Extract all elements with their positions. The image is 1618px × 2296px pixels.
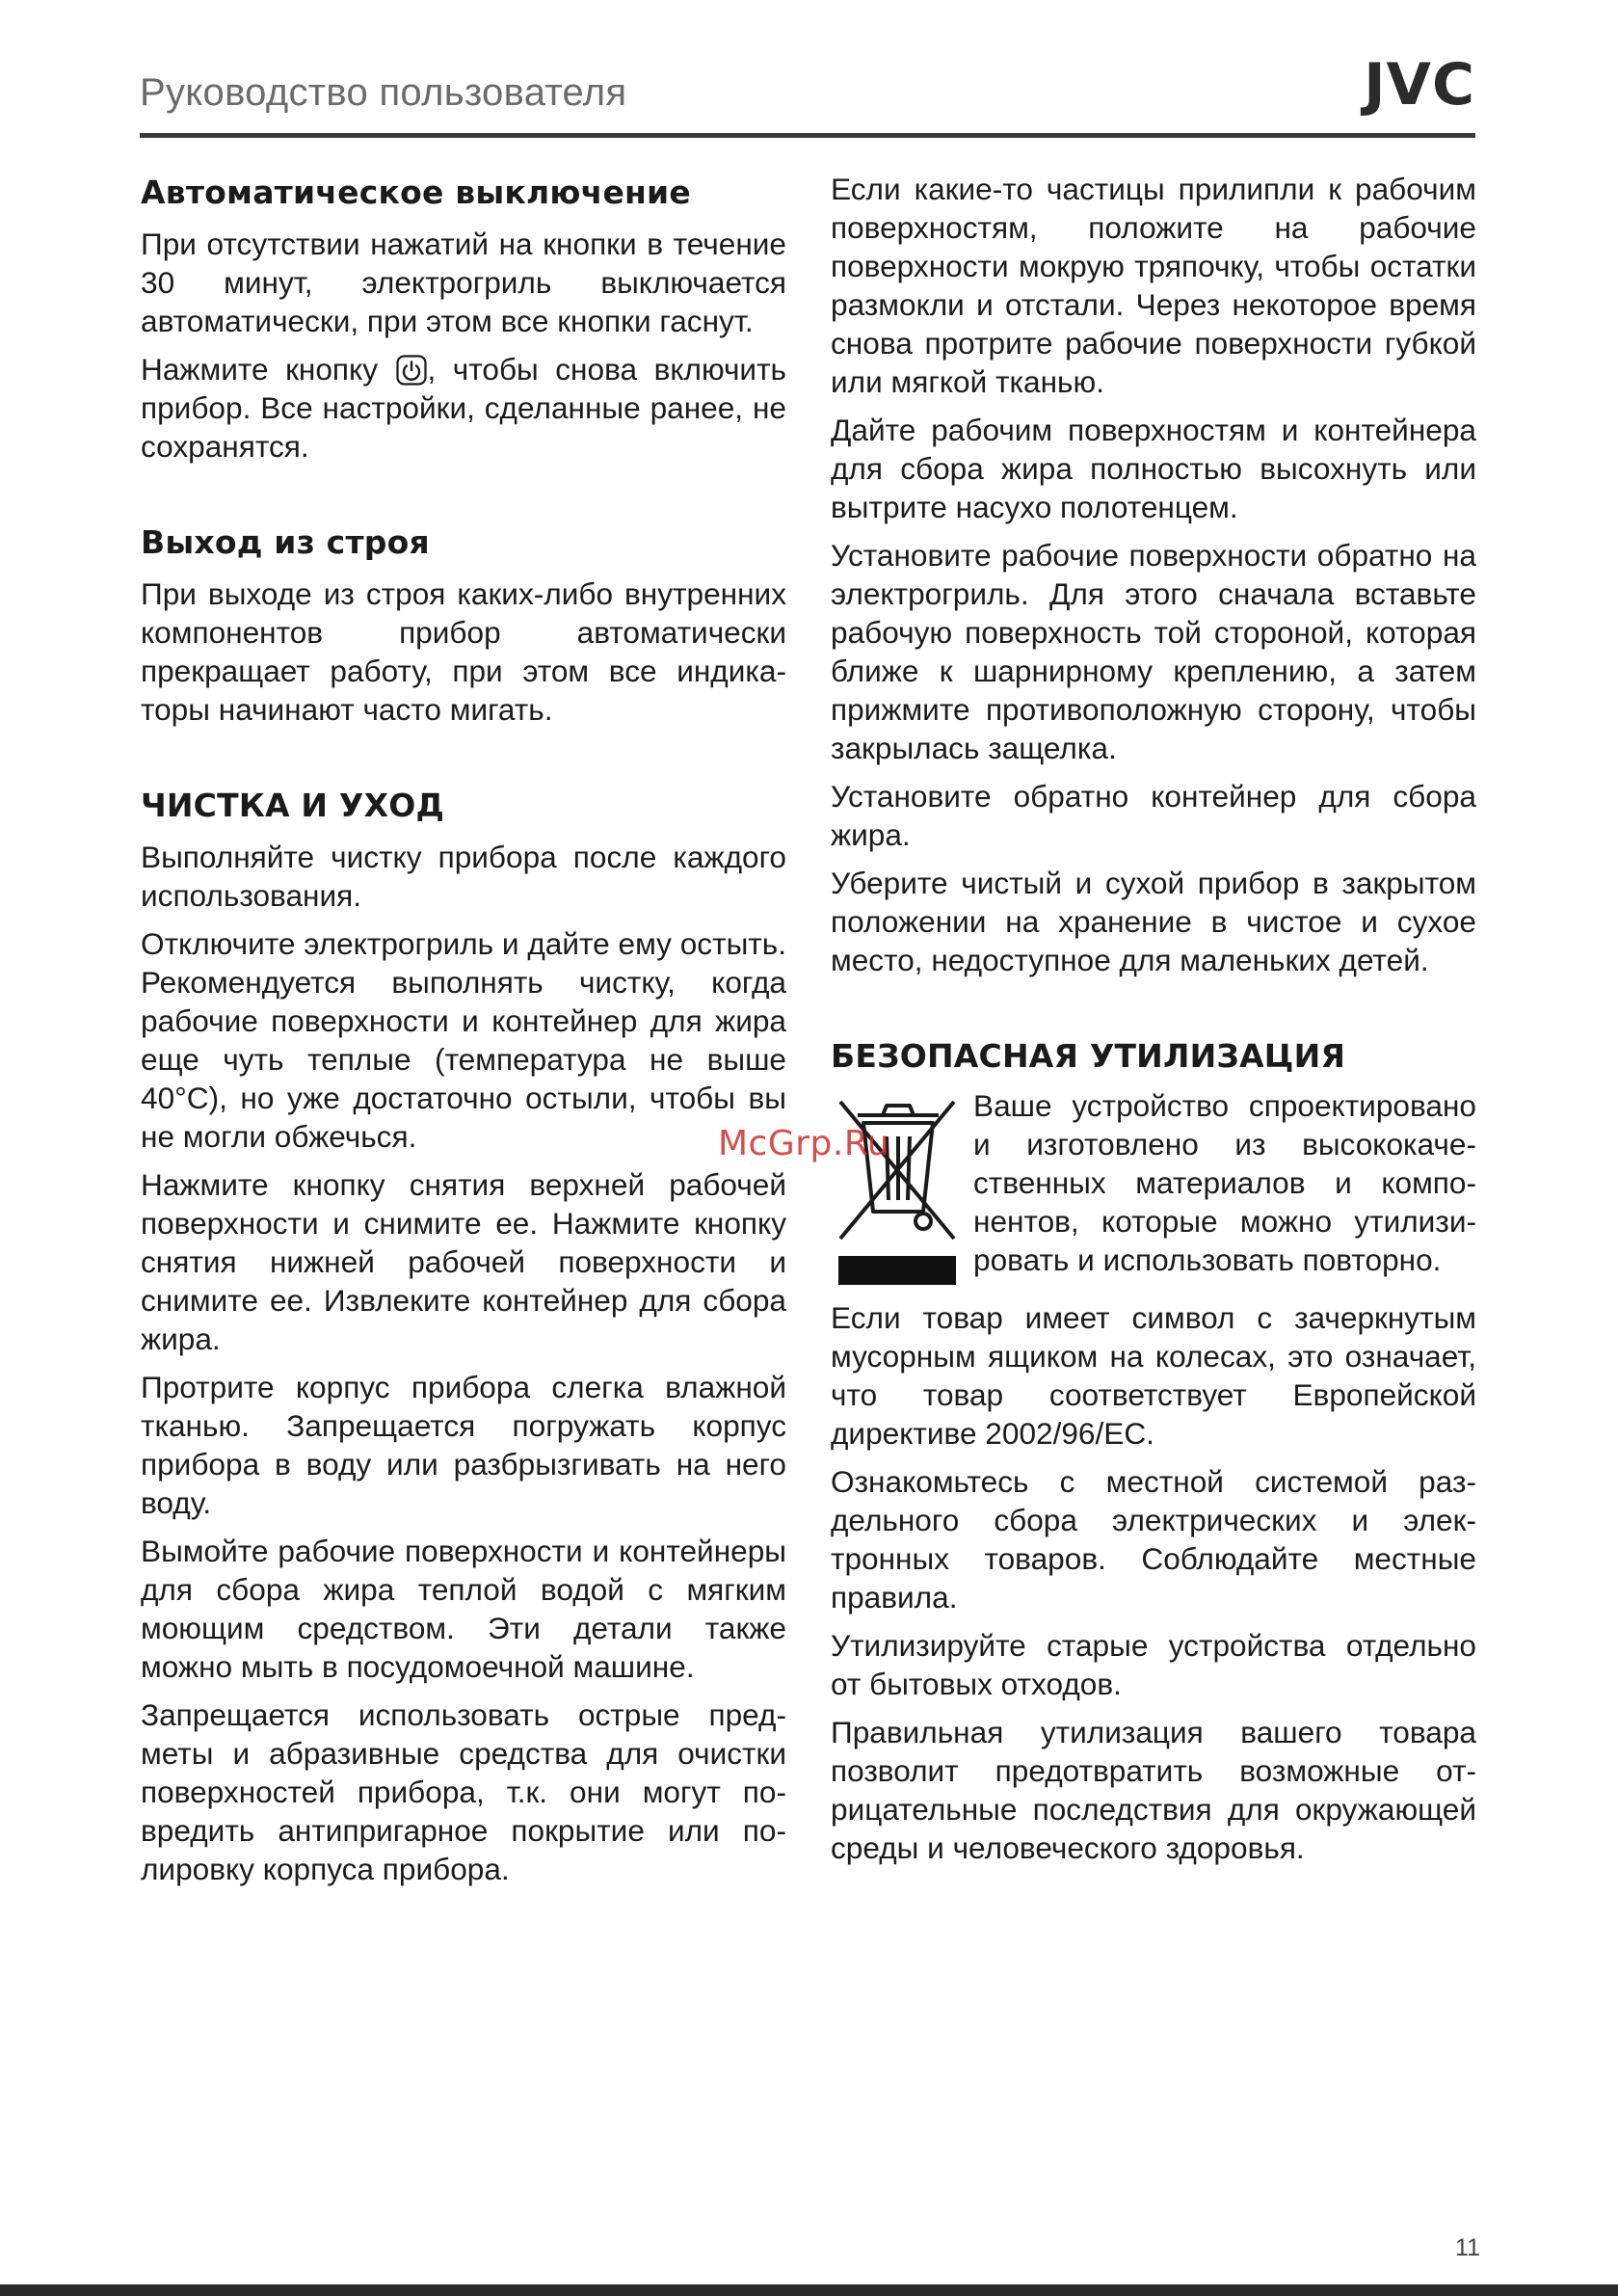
paragraph-power-button — [141, 350, 786, 466]
paragraph: Нажмите кнопку снятия верхней рабочей поверхности и снимите ее. Нажмите кнопку снятия нижней рабочей поверхности и снимите ее. Извлеките контейнер для сбора жира. — [141, 1167, 786, 1356]
jvc-logo: JVC — [1364, 51, 1475, 119]
left-column — [141, 170, 786, 1898]
paragraph: Ознакомьтесь с местной системой раздельного сбора электрических и электронных товаров. Соблюдайте местные правила. — [831, 1464, 1476, 1615]
paragraph: Установите обратно контейнер для сбора жира. — [831, 779, 1476, 852]
crossed-out-wheelie-bin-icon — [831, 1086, 962, 1287]
text-fragment: Нажмите кнопку — [141, 352, 395, 387]
paragraph: Запрещается использовать острые предметы и абразивные средства для очистки поверхностей прибора, т.к. они могут повредить антипригарное покрытие или полировку корпуса прибора. — [141, 1697, 786, 1886]
text-fragment: , чтобы снова включить прибор. Все настройки, сделанные ранее, не сохранятся. — [141, 352, 787, 464]
disposal-block — [831, 1086, 1476, 1287]
paragraph: При выходе из строя каких-либо внутренних компонентов прибор автоматически прекращает работу, при этом все индикаторы начинают часто мигать. — [141, 576, 786, 727]
paragraph: Вымойте рабочие поверхности и контейнеры для сбора жира теплой водой с мягким моющим средством. Эти детали также можно мыть в посудомоечной машине. — [141, 1534, 786, 1684]
paragraph: Дайте рабочим поверхностям и контейнера для сбора жира полностью высохнуть или вытрите насухо полотенцем. — [831, 413, 1476, 524]
paragraph: Отключите электрогриль и дайте ему остыть. Рекомендуется выполнять чистку, когда рабочие поверхности и контейнер для жира еще чуть теплые (температура не выше 40°C), но уже достаточно остыли, чтобы вы не могли обжечься. — [141, 926, 786, 1154]
right-column — [831, 170, 1476, 1877]
paragraph: При отсутствии нажатий на кнопки в течение 30 минут, электрогриль выключается автоматически, при этом все кнопки гаснут. — [141, 227, 786, 338]
heading-cleaning: ЧИСТКА И УХОД — [141, 787, 445, 824]
paragraph: Установите рабочие поверхности обратно на электрогриль. Для этого сначала вставьте рабочую поверхность той стороной, которая ближе к шарнирному креплению, а затем прижмите противоположную сторону, чтобы закрылась защелка. — [831, 538, 1476, 765]
header-title: Руководство пользователя — [140, 71, 627, 114]
heading-failure: Выход из строя — [141, 523, 430, 561]
paragraph: Протрите корпус прибора слегка влажной тканью. Запрещается погружать корпус прибора в воду или разбрызгивать на него воду. — [141, 1370, 786, 1520]
paragraph: Выполняйте чистку прибора после каждого использования. — [141, 840, 786, 913]
bottom-edge-band — [0, 2284, 1618, 2296]
watermark: McGrp.Ru — [718, 1124, 890, 1163]
paragraph: Если товар имеет символ с зачеркнутым мусорным ящиком на колесах, это означает, что товар соответствует Европейской директиве 2002/96/EC. — [831, 1300, 1476, 1451]
paragraph: Если какие-то частицы прилипли к рабочим поверхностям, положите на рабочие поверхности мокрую тряпочку, чтобы остатки размокли и отстали. Через некоторое время снова протрите рабочие поверхности губкой или мягкой тканью. — [831, 172, 1476, 399]
page-number: 11 — [1455, 2234, 1480, 2261]
paragraph: Утилизируйте старые устройства отдельно от бытовых отходов. — [831, 1628, 1476, 1701]
paragraph: Ваше устройство спроектировано и изготовлено из высококачественных материалов и компонентов, которые можно утилизировать и использовать повторно. — [973, 1088, 1476, 1277]
power-button-icon — [396, 355, 427, 386]
heading-disposal: БЕЗОПАСНАЯ УТИЛИЗАЦИЯ — [831, 1037, 1346, 1075]
header-divider — [140, 133, 1475, 138]
paragraph: Правильная утилизация вашего товара позволит предотвратить возможные отрицательные последствия для окружающей среды и человеческого здоровья. — [831, 1715, 1476, 1865]
paragraph: Уберите чистый и сухой прибор в закрытом положении на хранение в чистое и сухое место, недоступное для маленьких детей. — [831, 866, 1476, 977]
heading-auto-off: Автоматическое выключение — [141, 174, 691, 211]
